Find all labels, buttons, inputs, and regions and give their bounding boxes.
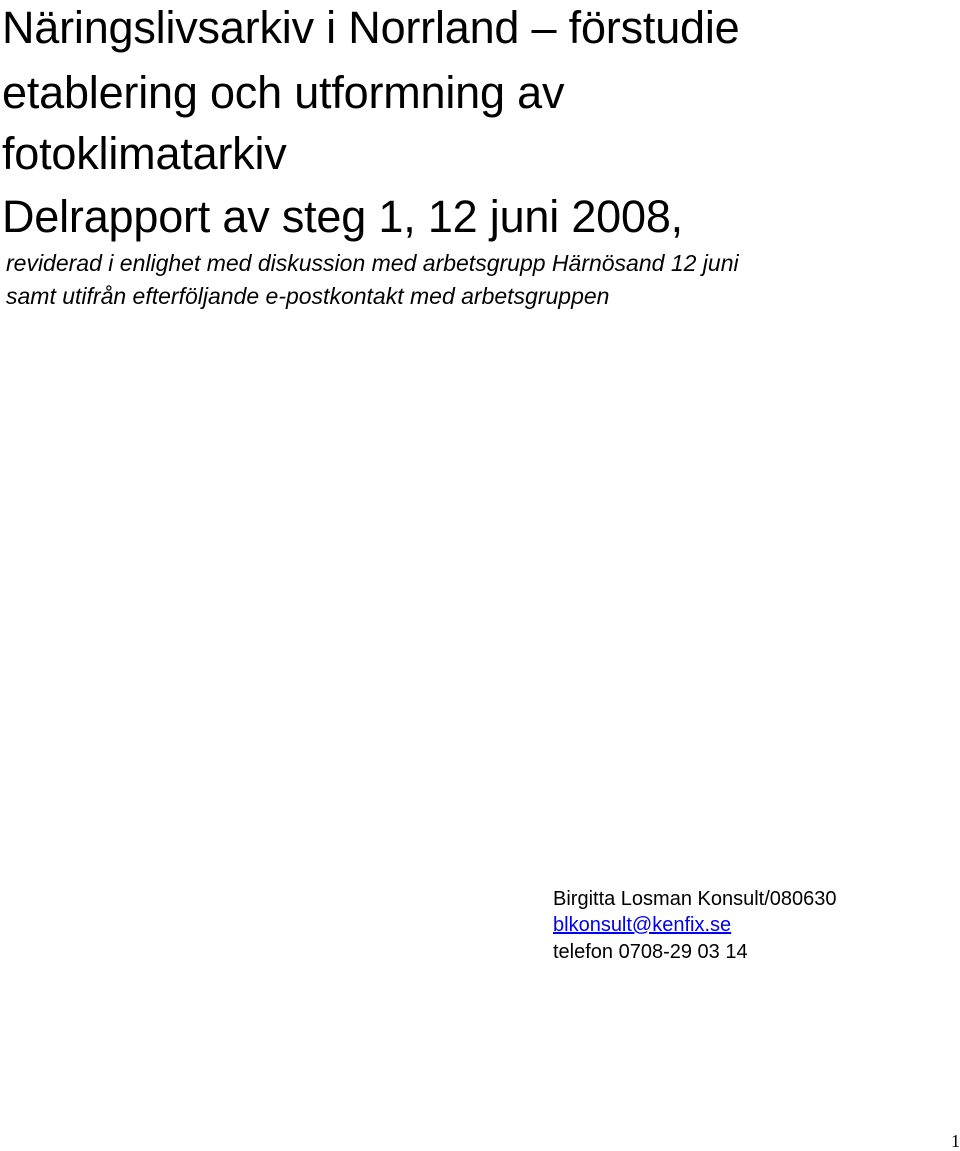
title-line-3: fotoklimatarkiv [2, 128, 287, 179]
title-line-4: Delrapport av steg 1, 12 juni 2008, [2, 191, 683, 242]
author-line: Birgitta Losman Konsult/080630 [553, 888, 837, 910]
subtitle-line-1: reviderad i enlighet med diskussion med arbetsgrupp Härnösand 12 juni [6, 250, 739, 276]
email-link[interactable]: blkonsult@kenfix.se [553, 914, 732, 936]
phone-line: telefon 0708-29 03 14 [553, 941, 748, 963]
subtitle-line-2: samt utifrån efterföljande e-postkontakt med arbetsgruppen [6, 283, 610, 309]
title-line-2: etablering och utformning av [2, 67, 565, 118]
title-line-1: Näringslivsarkiv i Norrland – förstudie [2, 2, 740, 53]
page-number: 1 [951, 1131, 960, 1151]
